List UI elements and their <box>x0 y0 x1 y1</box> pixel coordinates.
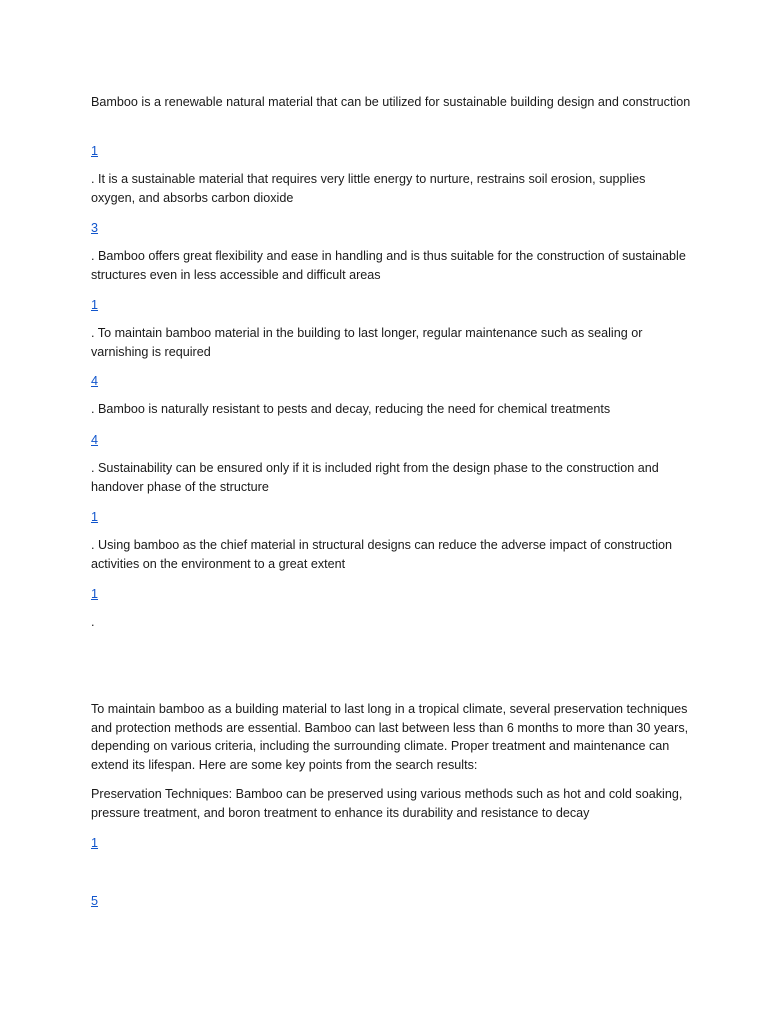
citation-link[interactable]: 1 <box>91 298 99 312</box>
citation-link[interactable]: 1 <box>91 144 99 158</box>
intro-paragraph: Bamboo is a renewable natural material that can be utilized for sustainable building design and construction <box>91 95 691 109</box>
trailing-period: . <box>91 615 95 629</box>
body-paragraph: . Sustainability can be ensured only if it is included right from the design phase to the construction and handover phase of the structure <box>91 461 659 494</box>
climate-paragraph: To maintain bamboo as a building material to last long in a tropical climate, several preservation techniques and protection methods are essential. Bamboo can last between less than 6 months to more than 30 years, depending on various criteria, including the surrounding climate. Proper treatment and maintenance can extend its lifespan. Here are some key points from the search results: <box>91 702 689 773</box>
body-paragraph: . Bamboo is naturally resistant to pests and decay, reducing the need for chemical treatments <box>91 402 611 416</box>
citation-link[interactable]: 5 <box>91 894 99 908</box>
citation-link[interactable]: 4 <box>91 433 99 447</box>
citation-link[interactable]: 3 <box>91 221 99 235</box>
body-paragraph: . Bamboo offers great flexibility and ease in handling and is thus suitable for the construction of sustainable structures even in less accessible and difficult areas <box>91 249 686 282</box>
citation-link[interactable]: 1 <box>91 510 99 524</box>
preservation-paragraph: Preservation Techniques: Bamboo can be preserved using various methods such as hot and cold soaking, pressure treatment, and boron treatment to enhance its durability and resistance to decay <box>91 787 683 820</box>
citation-link[interactable]: 1 <box>91 587 99 601</box>
citation-link[interactable]: 1 <box>91 836 99 850</box>
citation-link[interactable]: 4 <box>91 374 99 388</box>
body-paragraph: . It is a sustainable material that requires very little energy to nurture, restrains soil erosion, supplies oxygen, and absorbs carbon dioxide <box>91 172 646 205</box>
body-paragraph: . Using bamboo as the chief material in structural designs can reduce the adverse impact of construction activities on the environment to a great extent <box>91 538 673 571</box>
body-paragraph: . To maintain bamboo material in the building to last longer, regular maintenance such as sealing or varnishing is required <box>91 326 643 359</box>
